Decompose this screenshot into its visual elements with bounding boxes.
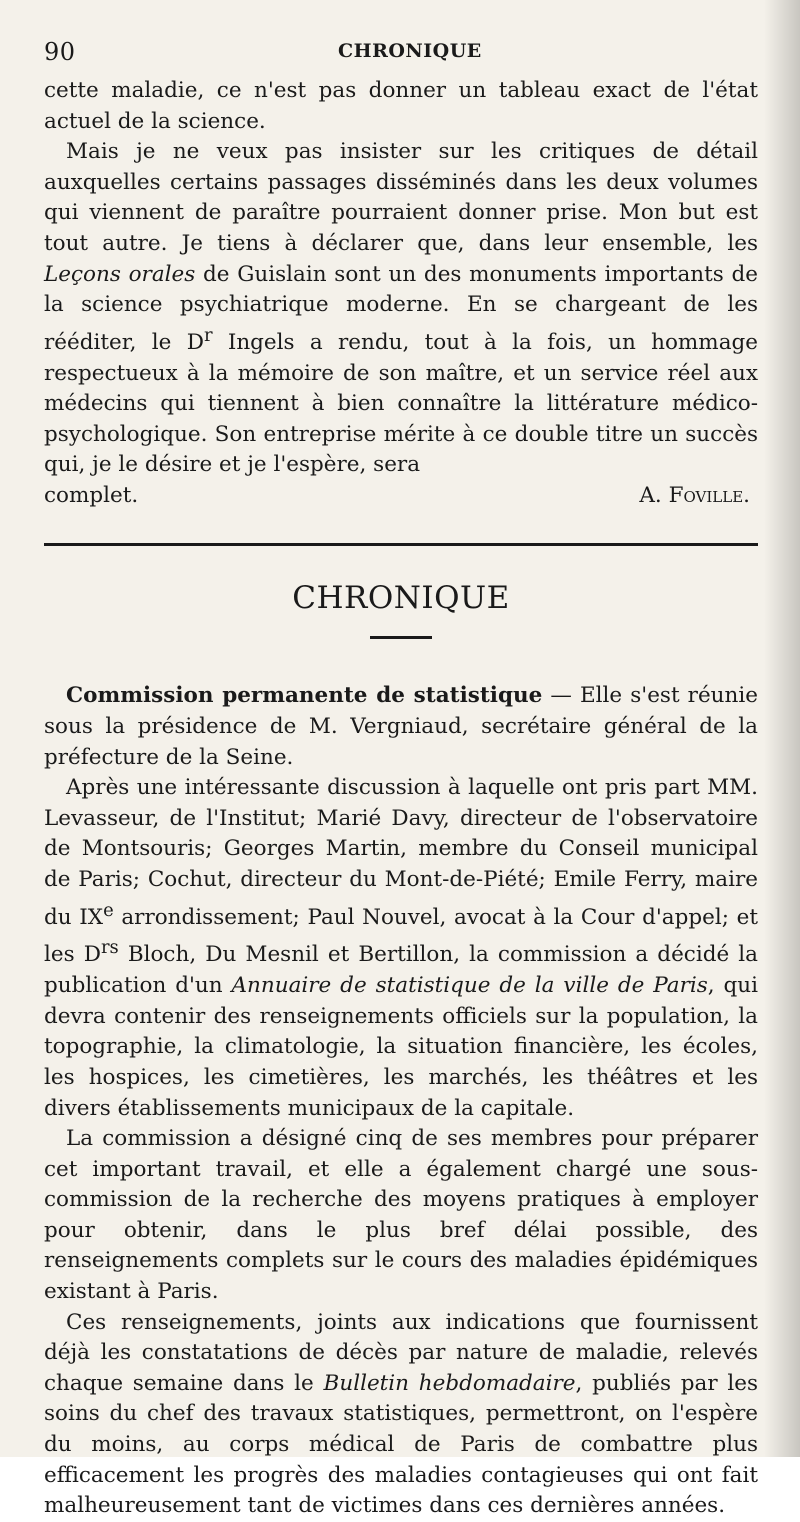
section-title: CHRONIQUE — [292, 580, 510, 617]
running-title: CHRONIQUE — [338, 40, 482, 62]
page-number: 90 — [44, 38, 76, 66]
signature-line — [44, 481, 758, 512]
review-paragraph: Mais je ne veux pas insister sur les critiques de détail auxquelles certains passages disséminés dans les deux volumes qui viennent de paraître pourraient donner prise. Mon but est tout autre. Je tiens à déclarer que, dans leur ensemble, les Leçons orales de Guislain sont un des monuments importants de la science psychiatrique moderne. En se chargeant de les rééditer, le $D^r$ Ingels a rendu, tout à la fois, un hommage respectueux à la mémoire de son maître, et un service réel aux médecins qui tiennent à bien connaître la littérature médico-psychologique. Son entreprise mérite à ce double titre un succès qui, je le désire et je l'espère, sera — [44, 139, 759, 478]
review-conclusion — [44, 76, 758, 511]
last-word: complet. — [44, 482, 139, 508]
title-underline — [370, 636, 432, 639]
annuaire-title-italic: Annuaire de statistique de la ville de Paris — [231, 973, 708, 999]
review-paragraph-continuation: cette maladie, ce n'est pas donner un tableau exact de l'état actuel de la science. — [44, 78, 758, 134]
chronique-paragraph-2: Après une intéressante discussion à laquelle ont pris part MM. Levasseur, de l'Institut; Marié Davy, directeur de l'observatoire de Montsouris; Georges Martin, membre du Conseil municipal de Paris; Cochut, directeur du Mont-de-Piété; Emile Ferry, maire du IXe arrondissement; Paul Nouvel, avocat à la Cour d'appel; et les $D^{rs}$ Bloch, Du Mesnil et Bertillon, la commission a décidé la publication d'un Annuaire de statistique de la ville de Paris, qui devra contenir des renseignements officiels sur la population, la topographie, la climatologie, la situation financière, les écoles, les hospices, les cimetières, les marchés, les théâtres et les divers établissements municipaux de la capitale. — [44, 775, 759, 1121]
author-signature: A. Foville. — [639, 482, 750, 508]
chronique-paragraph-1: Commission permanente de statistique — Elle s'est réunie sous la présidence de M. Vergniaud, secrétaire général de la préfecture de la Seine. — [44, 683, 758, 770]
bulletin-title-italic: Bulletin hebdomadaire — [323, 1370, 576, 1396]
section-divider — [44, 543, 758, 546]
chronique-paragraph-3: La commission a désigné cinq de ses membres pour préparer cet important travail, et elle a également chargé une sous-commission de la recherche des moyens pratiques à employer pour obtenir, dans le plus bref délai possible, des renseignements complets sur le cours des maladies épidémiques existant à Paris. — [44, 1126, 758, 1305]
book-title-italic: Leçons orales — [44, 261, 196, 287]
chronique-body — [44, 681, 758, 1521]
chronique-paragraph-4: Ces renseignements, joints aux indications que fournissent déjà les constatations de décès par nature de maladie, relevés chaque semaine dans le Bulletin hebdomadaire, publiés par les soins du chef des travaux statistiques, permettront, on l'espère du moins, au corps médical de Paris de combattre plus efficacement les progrès des maladies contagieuses qui ont fait malheureusement tant de victimes dans ces dernières années. — [44, 1309, 758, 1519]
running-head — [44, 36, 758, 76]
runin-heading: Commission permanente de statistique — [66, 683, 543, 709]
